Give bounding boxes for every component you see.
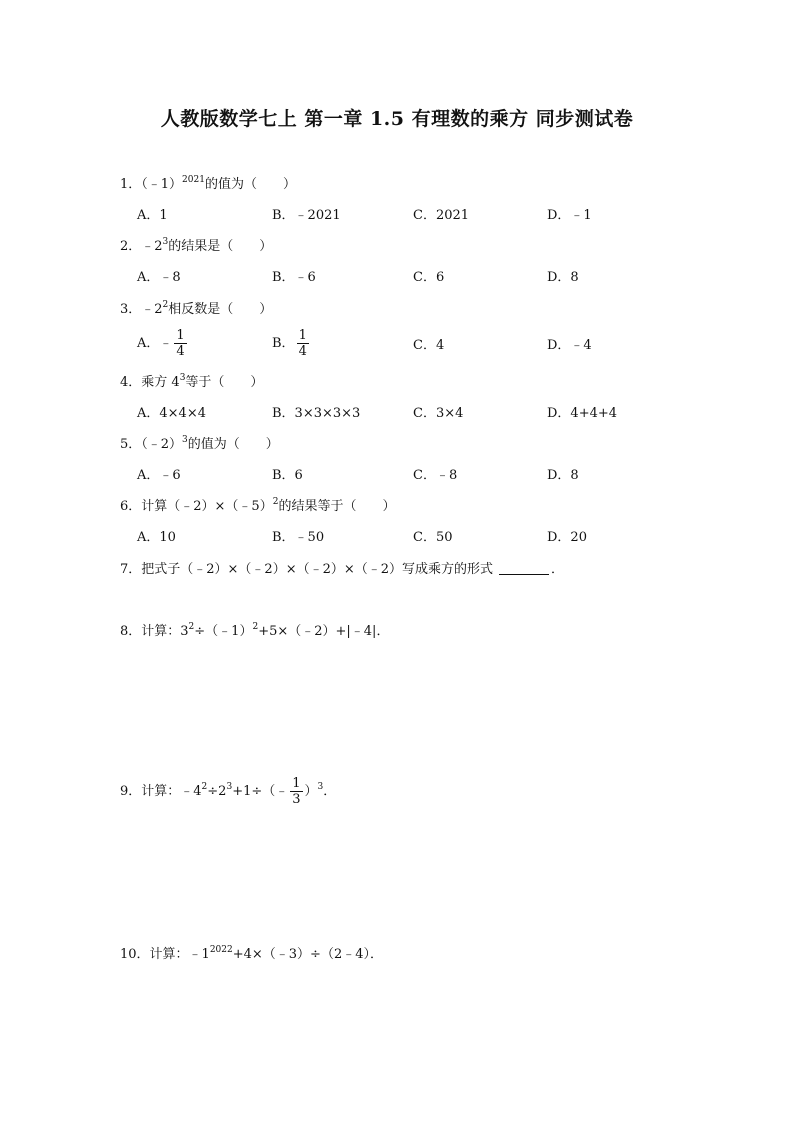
question-1: 1．（﹣1）$^{2021}$的值为（ ） (120, 175, 296, 192)
question-10: 10．计算：$﹣1^{2022}+4\times(﹣3)\div(2﹣4)$． (120, 945, 383, 962)
q3-option-d: D．﹣4 (547, 338, 592, 353)
q6-option-d: D．20 (547, 530, 587, 545)
q4-option-d: D．4+4+4 (547, 406, 618, 421)
question-4: 4．乘方 $4^3$等于（ ） (120, 373, 264, 390)
answer-blank[interactable] (499, 560, 549, 575)
q3-option-a: A．﹣ $\frac{1}{4}$ (137, 328, 185, 359)
q3-option-c: C．4 (413, 338, 445, 353)
q5-option-d: D．8 (547, 468, 579, 483)
q5-option-b: B．6 (272, 468, 303, 483)
q2-option-a: A．﹣8 (137, 270, 181, 285)
q2-option-b: B．﹣6 (272, 270, 316, 285)
fraction: $\frac{1}{4}$ (176, 328, 185, 359)
question-6: 6．计算（﹣2）×（﹣5）$^2$的结果等于（ ） (120, 497, 396, 514)
q1-option-c: C．2021 (413, 208, 470, 223)
q2-option-c: C．6 (413, 270, 445, 285)
question-8: 8．计算：$3^2\div(﹣1)^2+5\times(﹣2)+|﹣4|$． (120, 622, 390, 639)
question-2: 2．$﹣2^3$的结果是（ ） (120, 237, 273, 254)
q6-option-b: B．﹣50 (272, 530, 325, 545)
q5-option-a: A．﹣6 (137, 468, 181, 483)
q1-option-d: D．﹣1 (547, 208, 592, 223)
question-7: 7．把式子（﹣2）×（﹣2）×（﹣2）×（﹣2）写成乘方的形式 ． (120, 562, 565, 577)
q4-option-c: C．3×4 (413, 406, 464, 421)
fraction: $\frac{1}{4}$ (298, 328, 307, 359)
q3-option-b: B． $\frac{1}{4}$ (272, 328, 307, 359)
q4-option-a: A．4×4×4 (137, 406, 206, 421)
q2-option-d: D．8 (547, 270, 579, 285)
q1-option-a: A．1 (137, 208, 168, 223)
q5-option-c: C．﹣8 (413, 468, 458, 483)
q6-option-a: A．10 (137, 530, 176, 545)
question-3: 3．$﹣2^2$相反数是（ ） (120, 300, 273, 317)
fraction: $\frac{1}{3}$ (292, 776, 301, 807)
q4-option-b: B．3×3×3×3 (272, 406, 361, 421)
question-5: 5．（﹣2）$^3$的值为（ ） (120, 435, 279, 452)
question-9: 9．计算：$﹣4^2\div 2^3+1\div(﹣$ $\frac{1}{3}$ ）$^3$． (120, 776, 337, 807)
q1-option-b: B．﹣2021 (272, 208, 341, 223)
q6-option-c: C．50 (413, 530, 453, 545)
page-title: 人教版数学七上 第一章 1.5 有理数的乘方 同步测试卷 (160, 108, 634, 130)
